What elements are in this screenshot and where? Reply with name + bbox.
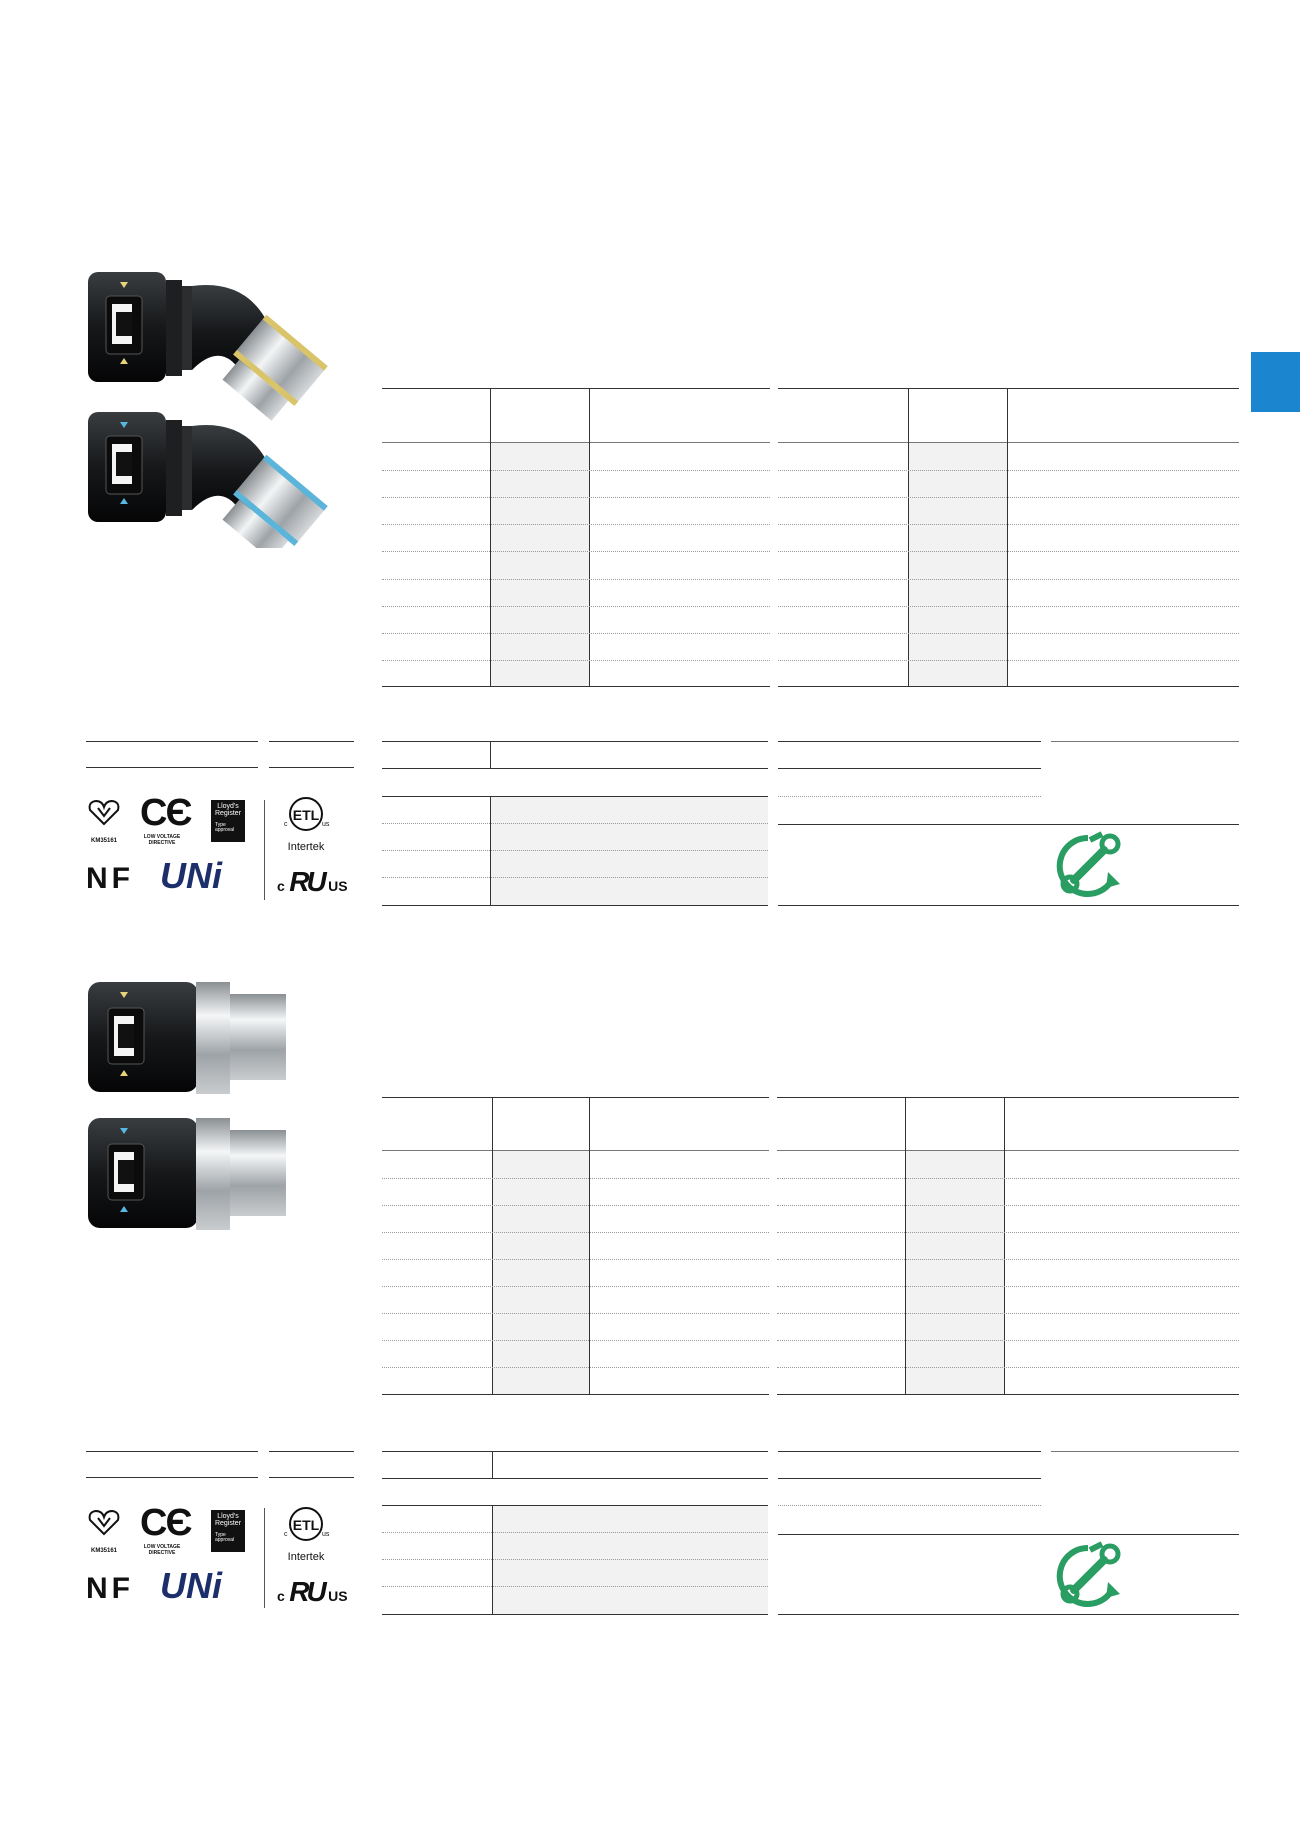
spec-rule [778,905,1239,906]
lloyds-line2: Register [214,1520,242,1527]
ce-caption: LOW VOLTAGE DIRECTIVE [143,1544,181,1556]
elbow-connector-image [84,268,374,548]
table-row-rule [777,1286,1239,1287]
table-row-rule [778,497,1239,498]
ul-recognized-icon [277,1576,348,1608]
straight-connector-image [84,980,294,1250]
spec-row-rule [778,1505,1041,1506]
table-col-divider [589,388,590,686]
spec-row-rule [778,796,1041,797]
table-row-rule [382,633,770,634]
table-bottom-rule [778,686,1239,687]
spec-rule [778,824,1239,825]
lloyds-line1: Lloyd's [217,1513,239,1520]
ce-mark-icon: CЄ [140,1502,191,1544]
table-column-shade [490,443,589,686]
etl-listed-icon [280,796,332,836]
product-section-straight [0,940,1300,1660]
spec-rule [778,741,1041,742]
table-row-rule [777,1367,1239,1368]
spec-row-rule [382,823,768,824]
table-top-rule [382,388,770,389]
table-row-rule [777,1205,1239,1206]
ul-us: US [328,878,348,894]
ul-us: US [328,1588,348,1604]
table-row-rule [382,579,770,580]
etl-text: ETL [292,1517,320,1533]
lloyds-register-icon [211,800,245,842]
etl-us: us [322,1531,330,1538]
ce-mark-icon: CЄ [140,792,191,834]
table-col-divider [492,1097,493,1394]
spec-rule [382,1451,768,1452]
spec-rule [778,1534,1239,1535]
table-bottom-rule [777,1394,1239,1395]
cert-header-rule [269,1477,354,1478]
spec-rule [382,768,768,769]
table-row-rule [778,660,1239,661]
table-top-rule [777,1097,1239,1098]
table-row-rule [382,660,770,661]
cert-header-rule [86,1451,258,1452]
etl-caption: Intertek [287,841,325,853]
kitemark-icon [86,1508,122,1536]
spec-col-divider [490,796,491,905]
table-row-rule [382,551,770,552]
table-row-rule [778,551,1239,552]
ul-c: c [277,1588,285,1604]
kitemark-icon [86,798,122,826]
table-column-shade [908,443,1007,686]
table-col-divider [905,1097,906,1394]
ul-c: c [277,878,285,894]
lloyds-line4: approval [215,827,235,833]
table-row-rule [777,1232,1239,1233]
table-row-rule [382,497,770,498]
table-row-rule [777,1259,1239,1260]
uni-mark-icon: UNi [160,1565,222,1606]
table-row-rule [382,1367,769,1368]
cert-header-rule [269,741,354,742]
table-row-rule [778,524,1239,525]
lloyds-line1: Lloyd's [217,803,239,810]
lloyds-line3: Type [215,1532,226,1538]
ul-mark: RU [289,1576,324,1607]
etl-us: us [322,821,330,828]
wrench-cycle-icon [1050,1540,1126,1612]
lloyds-line2: Register [214,810,242,817]
table-row-rule [382,1286,769,1287]
table-col-divider [589,1097,590,1394]
lloyds-line3: Type [215,822,226,828]
table-row-rule [778,579,1239,580]
table-col-divider [1004,1097,1005,1394]
table-column-shade [905,1151,1004,1394]
table-top-rule [382,1097,769,1098]
spec-col-divider [492,1451,493,1478]
wrench-cycle-icon [1050,830,1126,902]
table-header-rule [382,1150,769,1151]
lloyds-line4: approval [215,1537,235,1543]
ul-mark: RU [289,866,324,897]
spec-row-rule [382,1532,768,1533]
table-row-rule [382,1178,769,1179]
table-row-rule [382,470,770,471]
table-bottom-rule [382,1394,769,1395]
table-header-rule [777,1150,1239,1151]
table-header-rule [382,442,770,443]
cert-header-rule [86,767,258,768]
nf-mark-icon: NF [86,862,134,895]
table-col-divider [1007,388,1008,686]
spec-col-divider [492,1505,493,1614]
table-bottom-rule [382,686,770,687]
spec-row-rule [382,850,768,851]
kitemark-code: KM35161 [90,1548,117,1554]
ul-recognized-icon [277,866,348,898]
cert-header-rule [86,1477,258,1478]
lloyds-register-icon [211,1510,245,1552]
spec-rule [382,796,768,797]
spec-rule [1051,1451,1239,1452]
table-row-rule [382,1232,769,1233]
table-top-rule [778,388,1239,389]
spec-rule [382,905,768,906]
nf-mark-icon: NF [86,1572,134,1605]
cert-header-rule [86,741,258,742]
spec-rule [778,1614,1239,1615]
spec-rule [382,1478,768,1479]
uni-mark-icon: UNi [160,855,222,896]
spec-rule [1051,741,1239,742]
table-row-rule [777,1313,1239,1314]
table-col-divider [908,388,909,686]
table-col-divider [490,388,491,686]
cert-divider [264,800,265,900]
table-header-rule [778,442,1239,443]
table-row-rule [382,1340,769,1341]
spec-rule [778,1478,1041,1479]
table-row-rule [777,1178,1239,1179]
spec-rule [382,1614,768,1615]
cert-header-rule [269,1451,354,1452]
etl-c: c [284,1531,288,1538]
etl-text: ETL [292,807,320,823]
spec-rule [778,1451,1041,1452]
table-row-rule [778,470,1239,471]
spec-rule [778,768,1041,769]
spec-rule [382,1505,768,1506]
table-row-rule [778,606,1239,607]
table-row-rule [382,1313,769,1314]
etl-caption: Intertek [287,1551,325,1563]
spec-row-rule [382,1559,768,1560]
etl-c: c [284,821,288,828]
spec-col-divider [490,741,491,768]
table-row-rule [382,1205,769,1206]
table-row-rule [778,633,1239,634]
spec-row-rule [382,1586,768,1587]
spec-rule [382,741,768,742]
table-row-rule [382,524,770,525]
table-column-shade [492,1151,589,1394]
etl-listed-icon [280,1506,332,1546]
table-row-rule [777,1340,1239,1341]
ce-caption: LOW VOLTAGE DIRECTIVE [143,834,181,846]
table-row-rule [382,606,770,607]
cert-header-rule [269,767,354,768]
kitemark-code: KM35161 [90,838,117,844]
cert-divider [264,1508,265,1608]
table-row-rule [382,1259,769,1260]
spec-row-rule [382,877,768,878]
